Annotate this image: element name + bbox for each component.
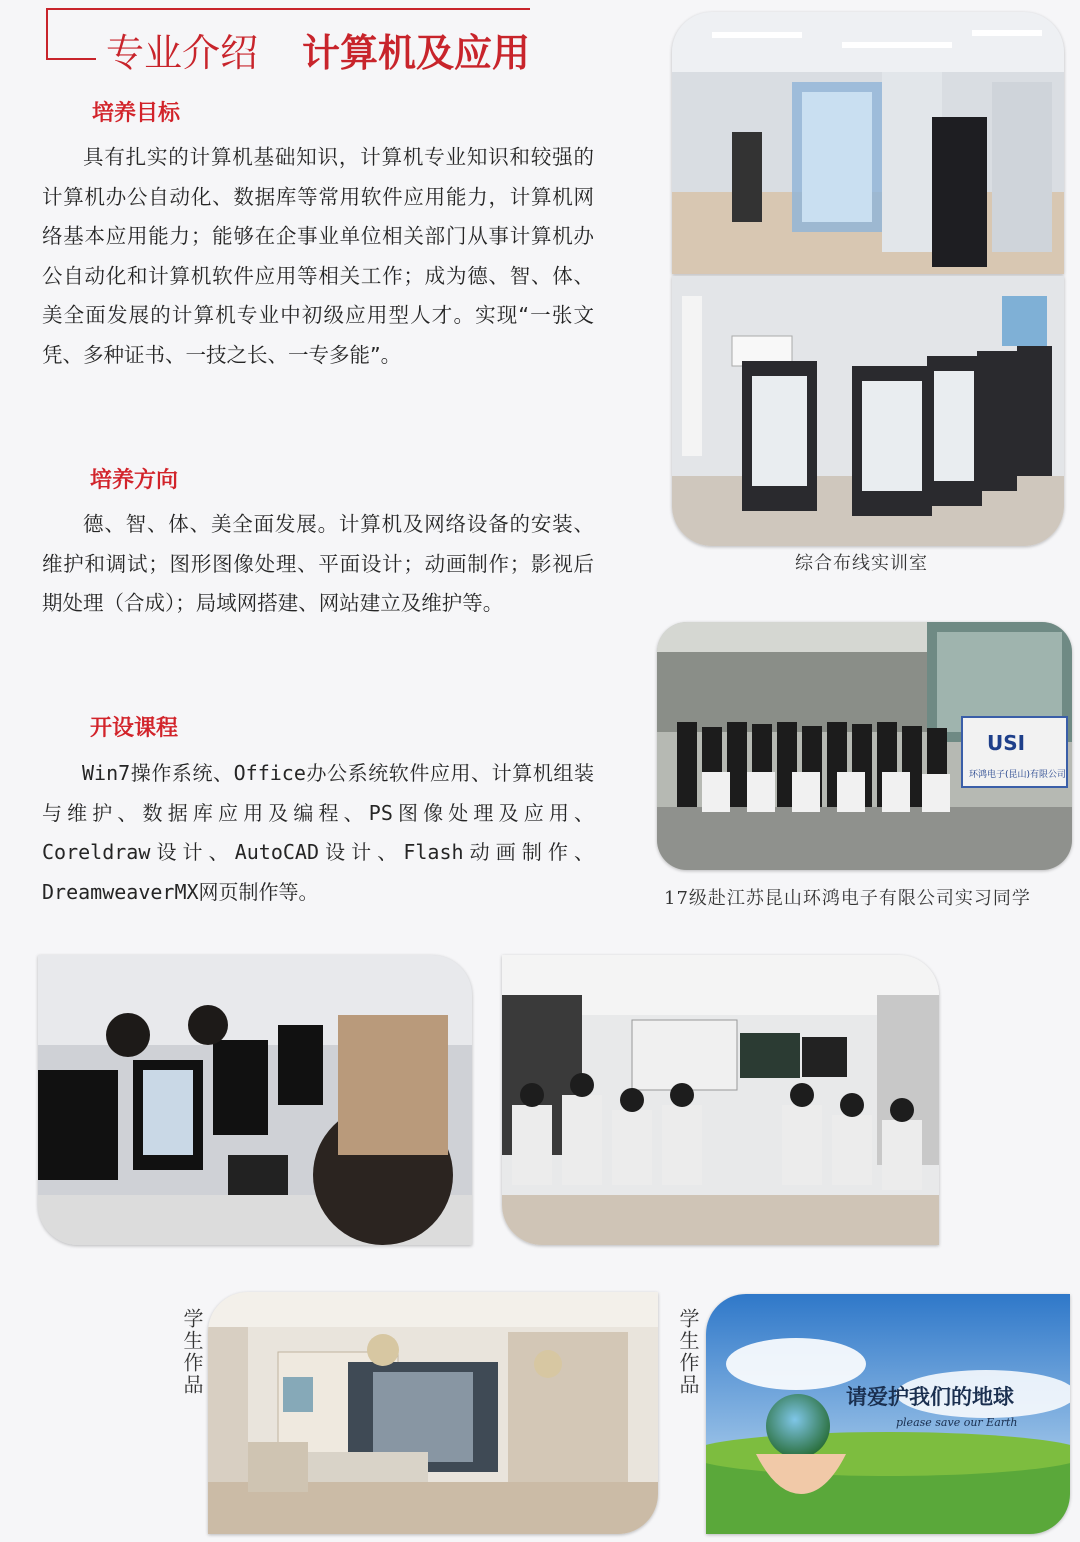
poster-slogan: 请爱护我们的地球 [846, 1384, 1014, 1409]
header-major: 计算机及应用 [302, 31, 531, 75]
header-rule-left [46, 8, 48, 60]
photo-student-work-interior [208, 1292, 658, 1534]
photo-computer-lab [38, 955, 472, 1245]
caption-internship: 17级赴江苏昆山环鸿电子有限公司实习同学 [664, 888, 1031, 909]
student-work-label-2: 学生作品 [676, 1308, 700, 1396]
usi-logo: USI [987, 731, 1026, 755]
header-rule-bottom [46, 58, 96, 60]
page-title [106, 28, 530, 78]
poster-subtitle: please save our Earth [896, 1416, 1018, 1429]
photo-cabling-lab [672, 276, 1064, 546]
student-work-label-1: 学生作品 [180, 1308, 204, 1396]
usi-company: 环鸿电子(昆山)有限公司 [969, 770, 1067, 780]
section-text-direction: 德、智、体、美全面发展。计算机及网络设备的安装、维护和调试；图形图像处理、平面设计；动画制作；影视后期处理（合成）；局域网搭建、网站建立及维护等。 [42, 512, 594, 615]
header-category: 专业介绍 [106, 31, 259, 75]
section-text-courses: Win7操作系统、Office办公系统软件应用、计算机组装与维护、数据库应用及编程、PS图像处理及应用、Coreldraw设计、AutoCAD设计、Flash动画制作、DreamweaverMX网页制作等。 [42, 761, 594, 904]
caption-lab: 综合布线实训室 [795, 553, 928, 574]
photo-server-room [672, 12, 1064, 274]
section-text-goal: 具有扎实的计算机基础知识，计算机专业知识和较强的计算机办公自动化、数据库等常用软件应用能力，计算机网络基本应用能力；能够在企事业单位相关部门从事计算机办公自动化和计算机软件应用等相关工作；成为德、智、体、美全面发展的计算机专业中初级应用型人才。实现“一张文凭、多种证书、一技之长、一专多能”。 [42, 145, 594, 367]
header-rule-top [46, 8, 530, 10]
section-title-courses: 开设课程 [90, 716, 179, 741]
photo-internship-group [657, 622, 1072, 870]
photo-student-work-poster [706, 1294, 1070, 1534]
section-title-goal: 培养目标 [92, 101, 181, 126]
photo-classroom [502, 955, 939, 1245]
section-title-direction: 培养方向 [90, 468, 179, 493]
